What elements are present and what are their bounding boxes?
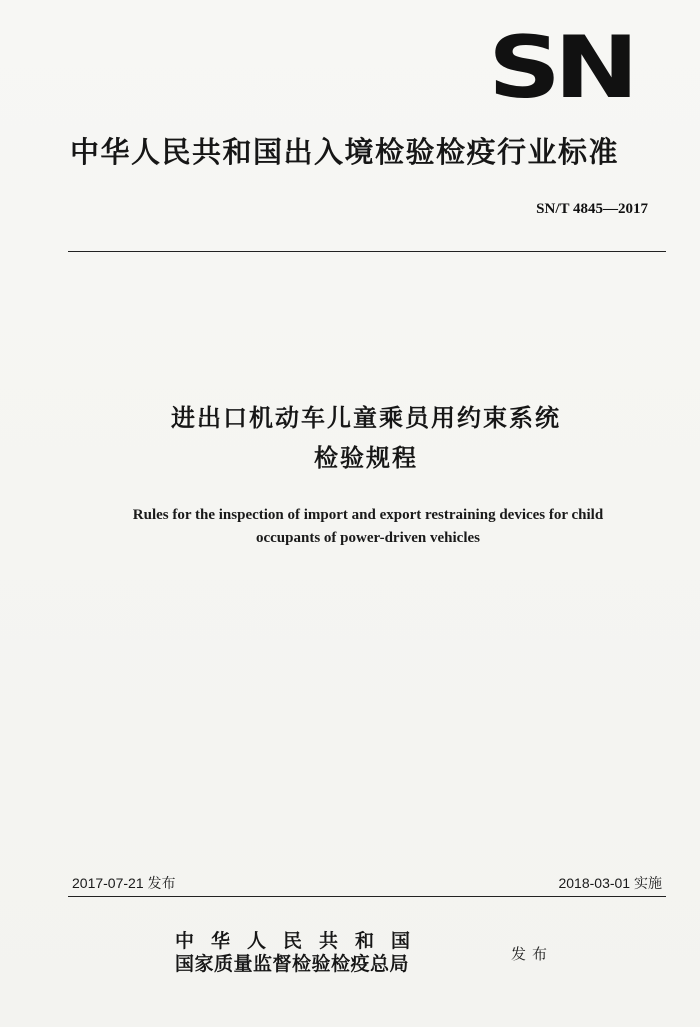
chinese-title-line-2: 检验规程 <box>314 444 418 472</box>
publisher-block <box>175 930 505 976</box>
issue-date: 2017-07-21 发布 <box>72 875 176 891</box>
publisher-country: 中华人民共和国 <box>175 930 428 952</box>
english-title-line-2: occupants of power-driven vehicles <box>255 530 480 546</box>
standard-category-title: 中华人民共和国出入境检验检疫行业标准 <box>70 135 620 169</box>
top-divider <box>68 251 666 252</box>
publisher-agency: 国家质量监督检验检疫总局 <box>175 953 410 975</box>
implementation-date: 2018-03-01 实施 <box>558 875 662 891</box>
sn-logo: SN <box>488 18 632 118</box>
publisher-suffix: 发布 <box>511 945 554 963</box>
standard-number: SN/T 4845—2017 <box>536 201 648 217</box>
bottom-divider <box>68 896 666 897</box>
english-title-line-1: Rules for the inspection of import and export restraining devices for child <box>132 507 604 523</box>
chinese-title-line-1: 进出口机动车儿童乘员用约束系统 <box>171 404 561 432</box>
